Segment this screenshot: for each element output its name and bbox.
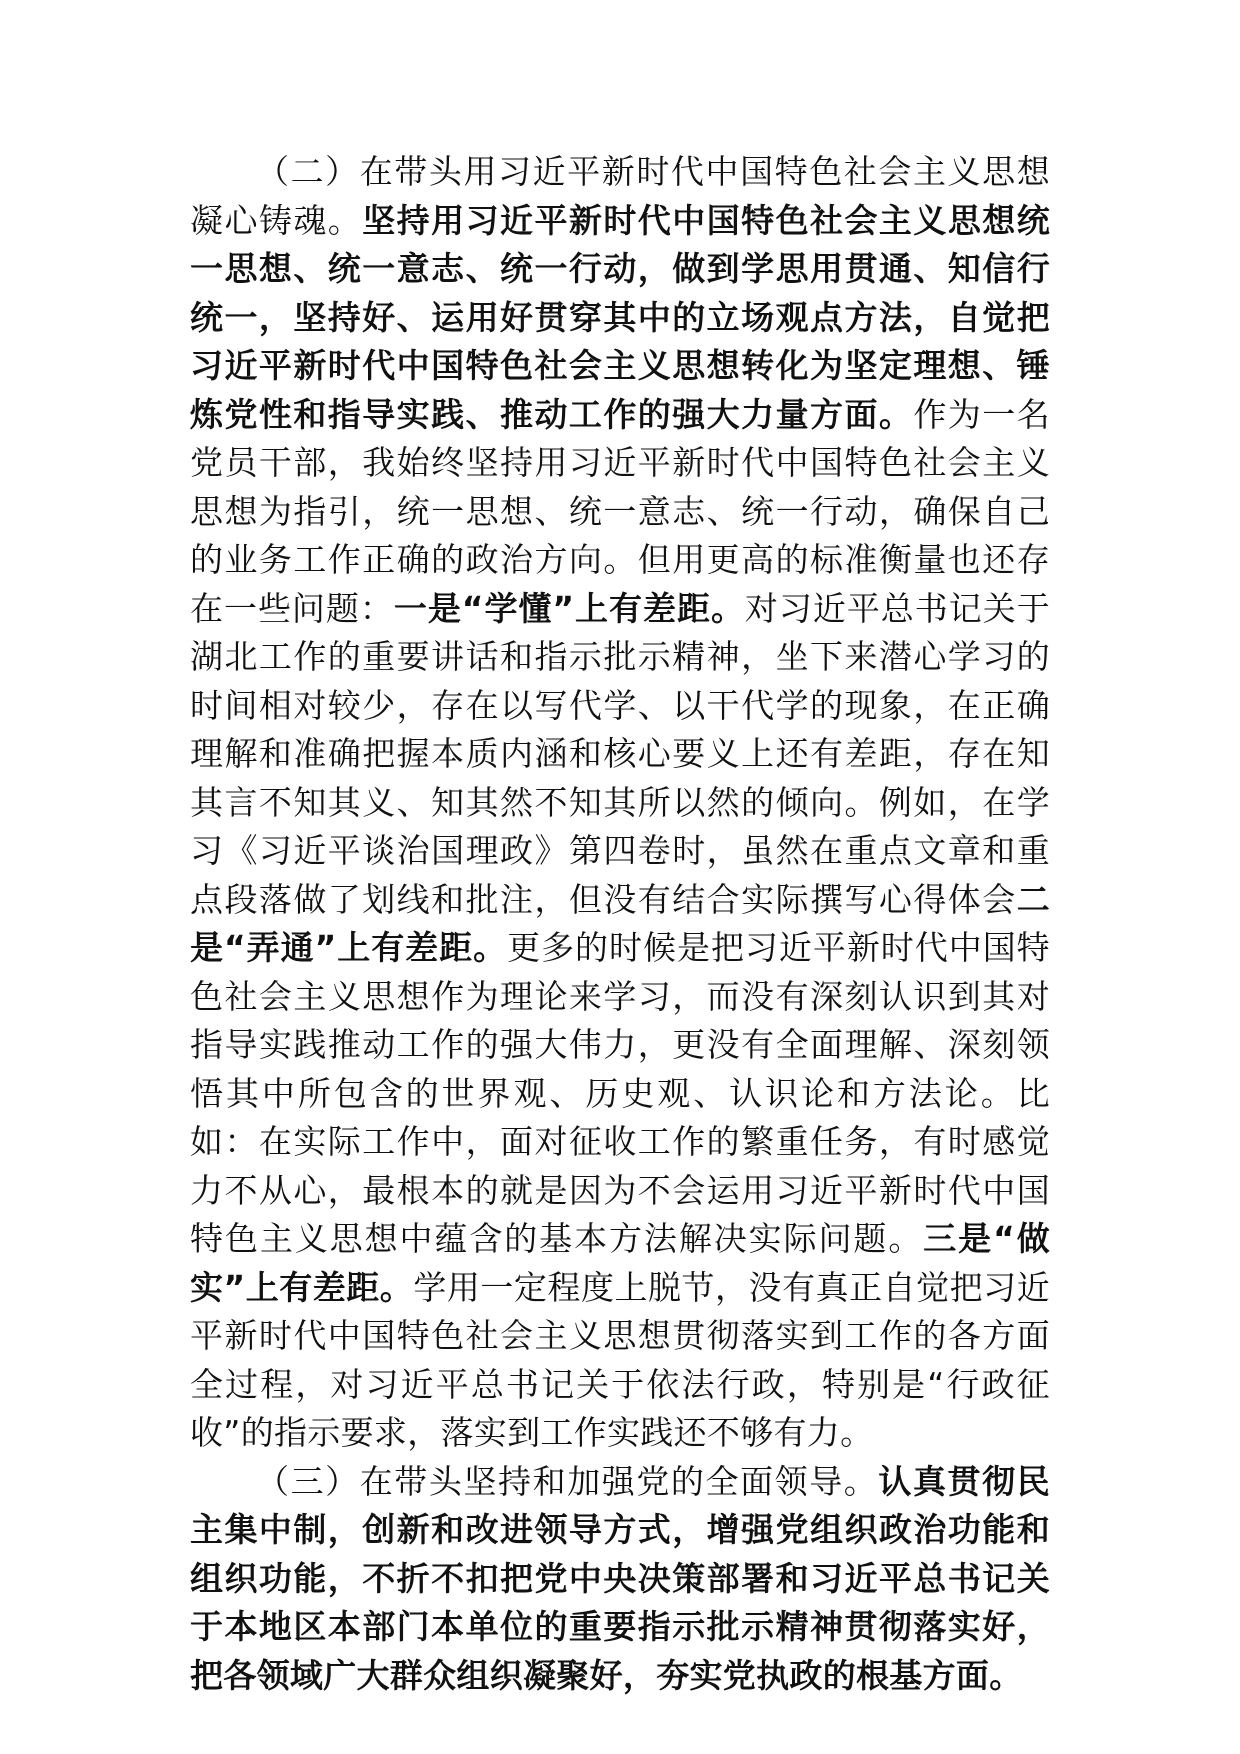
document-body xyxy=(190,148,1050,1700)
problem-three-text: 学用一定程度上脱节，没有真正自觉把习近平新时代中国特色社会主义思想贯彻落实到工作的各方面全过程，对习近平总书记关于依法行政，特别是“行政征收”的指示要求，落实到工作实践还不够有力。 xyxy=(190,1267,1051,1452)
problem-one-text: 对习近平总书记关于湖北工作的重要讲话和指示批示精神，坐下来潜心学习的时间相对较少，存在以写代学、以干代学的现象，在正确理解和准确把握本质内涵和核心要义上还有差距，存在知其言不知其义、知其然不知其所以然的倾向。例如，在学习《习近平谈治国理政》第四卷时，虽然在重点文章和重点段落做了划线和批注，但没有结合实际撰写心得体会 xyxy=(190,588,1050,919)
problem-two-heading: 二是“弄通”上有差距。 xyxy=(190,879,1050,967)
problem-two-text: 更多的时候是把习近平新时代中国特色社会主义思想作为理论来学习，而没有深刻认识到其对指导实践推动工作的强大伟力，更没有全面理解、深刻领悟其中所包含的世界观、历史观、认识论和方法论。比如：在实际工作中，面对征收工作的繁重任务，有时感觉力不从心，最根本的就是因为不会运用习近平新时代中国特色主义思想中蕴含的基本方法解决实际问题。 xyxy=(190,928,1050,1258)
section-two-self-review: 作为一名党员干部，我始终坚持用习近平新时代中国特色社会主义思想为指引，统一思想、统一意志、统一行动，确保自己的业务工作正确的政治方向。但用更高的标准衡量也还存在一些问题： xyxy=(190,394,1050,628)
section-three-requirement: 认真贯彻民主集中制，创新和改进领导方式，增强党组织政治功能和组织功能，不折不扣把党中央决策部署和习近平总书记关于本地区本部门本单位的重要指示批示精神贯彻落实好，把各领域广大群众组织凝聚好，夯实党执政的根基方面。 xyxy=(190,1461,1050,1695)
problem-one-heading: 一是“学懂”上有差距。 xyxy=(393,588,745,628)
section-two-heading: （二）在带头用习近平新时代中国特色社会主义思想凝心铸魂。 xyxy=(190,152,1050,240)
section-two-requirement: 坚持用习近平新时代中国特色社会主义思想统一思想、统一意志、统一行动，做到学思用贯通、知信行统一，坚持好、运用好贯穿其中的立场观点方法，自觉把习近平新时代中国特色社会主义思想转化为坚定理想、锤炼党性和指导实践、推动工作的强大力量方面。 xyxy=(190,200,1051,434)
paragraph-section-three xyxy=(190,1458,1050,1701)
paragraph-section-two xyxy=(190,148,1050,1458)
section-three-heading: （三）在带头坚持和加强党的全面领导。 xyxy=(256,1461,879,1501)
problem-three-heading: 三是“做实”上有差距。 xyxy=(190,1219,1050,1307)
